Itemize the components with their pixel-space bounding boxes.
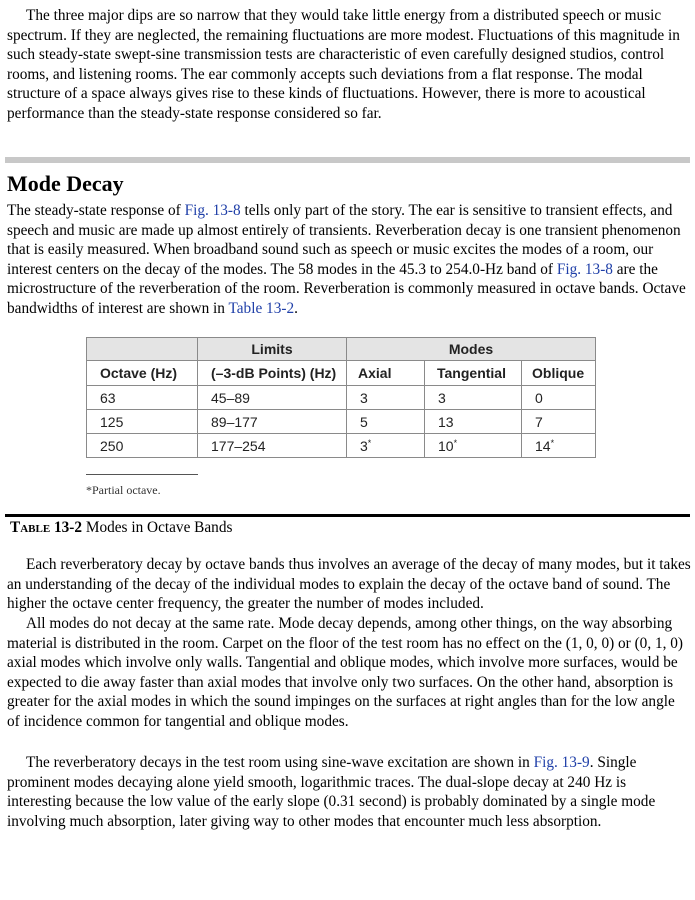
header-modes: Modes xyxy=(347,338,596,361)
cell-tangential: 3 xyxy=(425,386,522,410)
col-axial: Axial xyxy=(347,361,425,386)
fig-13-8-link-2[interactable]: Fig. 13-8 xyxy=(556,260,613,278)
partial-octave-mark: * xyxy=(550,437,555,448)
cell-oblique: 0 xyxy=(522,386,596,410)
cell-tangential: 10* xyxy=(425,434,522,458)
cell-limits: 177–254 xyxy=(198,434,347,458)
col-oblique: Oblique xyxy=(522,361,596,386)
section-paragraph: The steady-state response of Fig. 13-8 tells only part of the story. The ear is sensitive to transient effects, and speech and music are made up almost entirely of transients. Reverberation decay is one transient phenomenon that is easily measured. When broadband sound such as speech or music excites the modes of a room, our interest centers on the decay of the modes. The 58 modes in the 45.3 to 254.0-Hz band of Fig. 13-8 are the microstructure of the reverberation of the room. Reverberation is commonly measured in octave bands. Octave bandwidths of interest are shown in Table 13-2. xyxy=(7,202,686,317)
cell-octave: 125 xyxy=(87,410,198,434)
col-octave: Octave (Hz) xyxy=(87,361,198,386)
table-row xyxy=(87,386,596,410)
table-row xyxy=(87,410,596,434)
cell-octave: 250 xyxy=(87,434,198,458)
table-group-header-row xyxy=(87,338,596,361)
table-footnote: *Partial octave. xyxy=(86,483,161,497)
table-row xyxy=(87,434,596,458)
table-caption xyxy=(10,518,232,537)
cell-oblique: 14* xyxy=(522,434,596,458)
cell-octave: 63 xyxy=(87,386,198,410)
cell-limits: 89–177 xyxy=(198,410,347,434)
fig-13-9-link[interactable]: Fig. 13-9 xyxy=(533,754,590,771)
header-blank xyxy=(87,338,198,361)
cell-oblique: 7 xyxy=(522,410,596,434)
cell-axial: 3* xyxy=(347,434,425,458)
fig-13-8-link[interactable]: Fig. 13-8 xyxy=(184,202,241,219)
table-column-header-row xyxy=(87,361,596,386)
caption-text: Modes in Octave Bands xyxy=(82,519,233,536)
section-heading: Mode Decay xyxy=(7,171,124,196)
caption-rule xyxy=(5,514,690,517)
cell-axial: 3 xyxy=(347,386,425,410)
body-paragraph-2: All modes do not decay at the same rate. Mode decay depends, among other things, on the way absorbing material is distributed in the room. Carpet on the floor of the test room has no effect on the (1, 0, 0) or (0, 1, 0) axial modes which involve only walls. Tangential and oblique modes, which involve more surfaces, would be expected to die away faster than axial modes that involve only two surfaces. On the other hand, absorption is greater for the axial modes in which the sound impinges on the surfaces at right angles than for the low angle of incidence common for tangential and oblique modes. xyxy=(7,615,684,730)
footnote-rule xyxy=(86,474,198,475)
cell-limits: 45–89 xyxy=(198,386,347,410)
partial-octave-mark: * xyxy=(367,437,372,448)
col-limits: (–3-dB Points) (Hz) xyxy=(198,361,347,386)
modes-table xyxy=(86,337,596,458)
cell-tangential: 13 xyxy=(425,410,522,434)
table-13-2-link[interactable]: Table 13-2 xyxy=(228,299,295,317)
cell-axial: 5 xyxy=(347,410,425,434)
intro-paragraph: The three major dips are so narrow that they would take little energy from a distributed speech or music spectrum. If they are neglected, the remaining fluctuations are more modest. Fluctuations of this magnitude in such steady-state swept-sine transmission tests are characteristic of even carefully designed studios, control rooms, and listening rooms. The ear commonly accepts such deviations from a flat response. The modal structure of a space always gives rise to these kinds of fluctuations. However, there is more to acoustical performance than the steady-state response considered so far. xyxy=(7,7,680,122)
caption-label: Table 13-2 xyxy=(10,519,83,536)
header-limits: Limits xyxy=(198,338,347,361)
partial-octave-mark: * xyxy=(453,437,458,448)
body-paragraph-3: The reverberatory decays in the test room using sine-wave excitation are shown in Fig. 13-9. Single prominent modes decaying alone yield smooth, logarithmic traces. The dual-slope decay at 240 Hz is interesting because the low value of the early slope (0.31 second) is probably dominated by a single mode involving much absorption, later giving way to other modes that encounter much less absorption. xyxy=(7,754,656,830)
body-paragraph-1: Each reverberatory decay by octave bands thus involves an average of the decay of many modes, but it takes an understanding of the decay of the individual modes to explain the decay of the octave band of sound. The higher the octave center frequency, the greater the number of modes included. xyxy=(7,556,691,612)
section-divider xyxy=(5,157,690,163)
col-tangential: Tangential xyxy=(425,361,522,386)
